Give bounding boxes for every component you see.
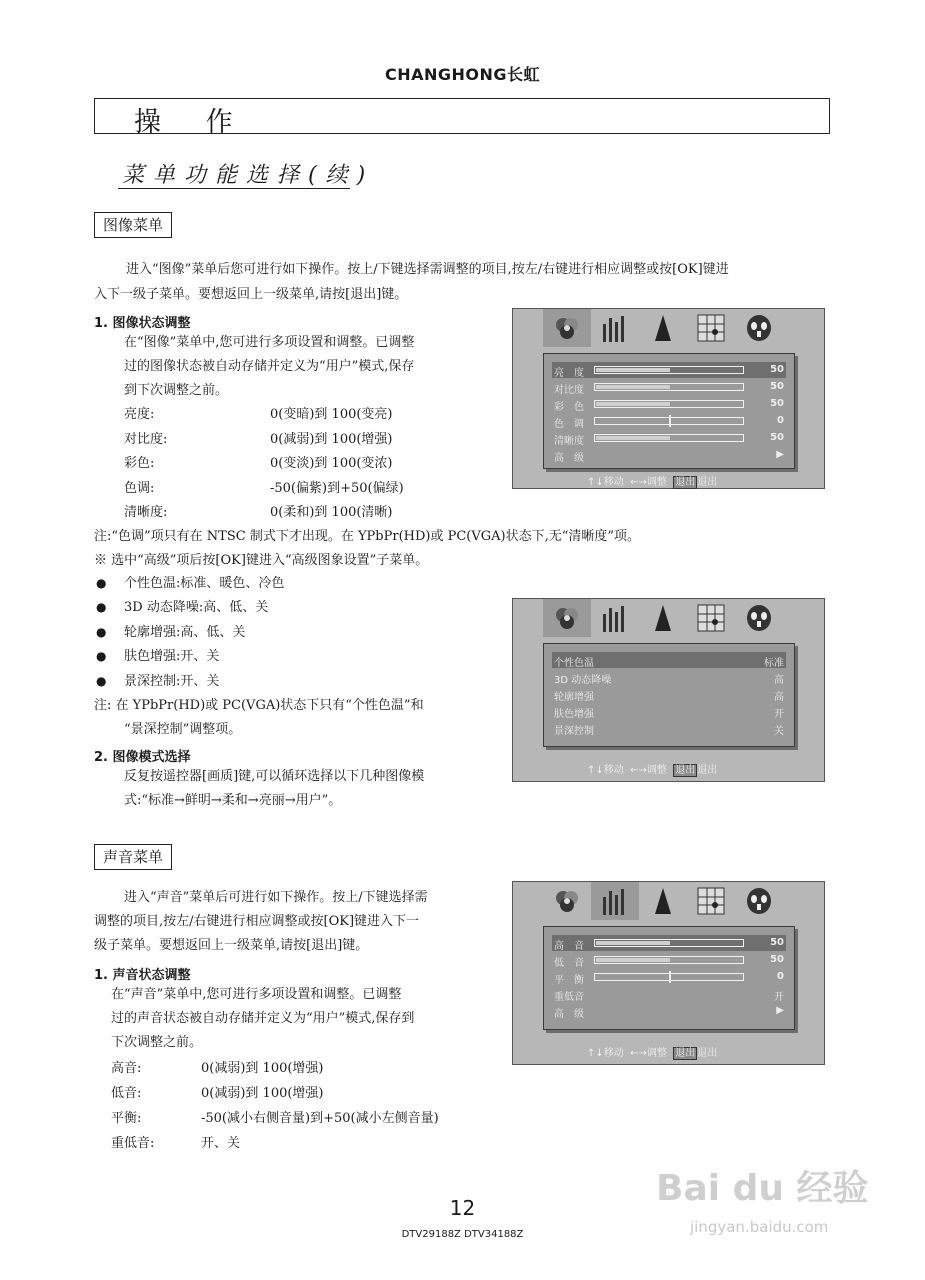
range-value: 0(减弱)到 100(增强) — [201, 1086, 324, 1101]
osd-row-subwoofer[interactable] — [552, 986, 786, 1002]
osd-row-label: 平 衡 — [554, 975, 584, 986]
osd-hint-adjust: ←→调整 — [630, 477, 667, 488]
osd-slider-fill — [596, 368, 670, 372]
osd-row-color[interactable] — [552, 396, 786, 412]
osd-row-value: 开 — [774, 709, 784, 720]
osd-slider-fill — [596, 436, 670, 440]
range-value: 0(柔和)到 100(清晰) — [270, 505, 393, 520]
range-value: 开、关 — [201, 1136, 241, 1151]
range-label: 清晰度: — [124, 505, 168, 520]
osd-hint-bar — [587, 761, 717, 776]
osd-row-label: 清晰度 — [554, 436, 584, 447]
grid-tab-icon — [687, 882, 735, 920]
mask-tab-icon — [735, 599, 783, 637]
osd-slider-fill — [596, 941, 670, 945]
range-value: 0(减弱)到 100(增强) — [201, 1061, 324, 1076]
range-label: 低音: — [111, 1086, 142, 1101]
range-label: 对比度: — [124, 432, 168, 447]
picture-tab-icon — [543, 882, 591, 920]
bullet-icon: ● — [96, 625, 107, 639]
exit-key-icon: 退出 — [675, 765, 696, 776]
subtitle-underline — [118, 188, 350, 189]
bullet-icon: ● — [96, 649, 107, 663]
osd-advanced-menu — [512, 598, 825, 782]
bullet-text: 个性色温:标准、暖色、冷色 — [124, 576, 285, 591]
osd-row-label: 个性色温 — [554, 658, 594, 669]
osd-slider[interactable] — [594, 939, 744, 947]
osd-center-marker — [669, 415, 671, 427]
range-label: 高音: — [111, 1061, 142, 1076]
picture-tab-icon — [543, 599, 591, 637]
osd-row-label: 高 音 — [554, 941, 584, 952]
bullet-icon: ● — [96, 600, 107, 614]
image-item1-line: 过的图像状态被自动存储并定义为“用户”模式,保存 — [124, 359, 415, 374]
osd-row-3d-nr[interactable] — [552, 669, 786, 685]
osd-center-slider[interactable] — [594, 973, 744, 981]
osd-row-label: 对比度 — [554, 385, 584, 396]
range-label: 彩色: — [124, 456, 155, 471]
osd-row-advanced[interactable] — [552, 1003, 786, 1019]
osd-row-value: 50 — [770, 432, 784, 443]
osd-row-label: 3D 动态降噪 — [554, 675, 612, 686]
osd-row-label: 重低音 — [554, 992, 584, 1003]
bullet-text: 3D 动态降噪:高、低、关 — [124, 600, 269, 615]
range-value: 0(减弱)到 100(增强) — [270, 432, 393, 447]
bullet-text: 景深控制:开、关 — [124, 674, 220, 689]
osd-row-value: 标准 — [764, 658, 784, 669]
range-value: -50(偏紫)到+50(偏绿) — [270, 481, 404, 496]
function-tab-icon — [639, 882, 687, 920]
osd-sound-menu — [512, 881, 825, 1065]
model-number: DTV29188Z DTV34188Z — [401, 1229, 524, 1240]
osd-slider-fill — [596, 402, 670, 406]
osd-row-label: 高 级 — [554, 453, 584, 464]
range-label: 色调: — [124, 481, 155, 496]
osd-row-treble[interactable] — [552, 935, 786, 951]
osd-hint-exit: 退出 — [697, 477, 718, 488]
osd-row-label: 彩 色 — [554, 402, 584, 413]
osd-hint-adjust: ←→调整 — [630, 765, 667, 776]
sound-menu-heading: 声音菜单 — [94, 844, 172, 870]
osd-row-value: 50 — [770, 364, 784, 375]
osd-row-edge[interactable] — [552, 686, 786, 702]
bullet-icon: ● — [96, 576, 107, 590]
osd-row-advanced[interactable] — [552, 447, 786, 463]
image-item1-line: 在“图像”菜单中,您可进行多项设置和调整。已调整 — [124, 335, 415, 350]
exit-key-icon: 退出 — [675, 1048, 696, 1059]
sound-item1-title: 1. 声音状态调整 — [94, 968, 191, 983]
baidu-watermark: Bai du 经验 — [656, 1168, 869, 1209]
brand-logo: CHANGHONG长虹 — [384, 65, 541, 84]
page-number: 12 — [449, 1196, 476, 1220]
image-item2-title: 2. 图像模式选择 — [94, 750, 191, 765]
osd-row-value: 50 — [770, 954, 784, 965]
range-value: 0(变淡)到 100(变浓) — [270, 456, 393, 471]
osd-row-contrast[interactable] — [552, 379, 786, 395]
range-label: 平衡: — [111, 1111, 142, 1126]
watermark-url: jingyan.baidu.com — [690, 1218, 829, 1236]
osd-hint-move: ↑↓移动 — [587, 765, 624, 776]
osd-row-value: 高 — [774, 675, 784, 686]
osd-hint-exit: 退出 — [697, 765, 718, 776]
osd-advanced-panel — [543, 643, 795, 747]
osd-center-marker — [669, 971, 671, 983]
sound-item1-line: 下次调整之前。 — [111, 1035, 203, 1050]
osd-hint-bar — [587, 1044, 717, 1059]
sound-tab-icon — [591, 599, 639, 637]
sound-intro-line: 调整的项目,按左/右键进行相应调整或按[OK]键进入下一 — [94, 914, 420, 929]
chevron-right-icon: ▶ — [776, 449, 784, 460]
osd-slider[interactable] — [594, 956, 744, 964]
image-item1-title: 1. 图像状态调整 — [94, 316, 191, 331]
osd-row-sharpness[interactable] — [552, 430, 786, 446]
osd-slider-fill — [596, 958, 670, 962]
osd-row-tint[interactable] — [552, 413, 786, 429]
grid-tab-icon — [687, 599, 735, 637]
osd-row-label: 低 音 — [554, 958, 584, 969]
osd-row-depth[interactable] — [552, 720, 786, 736]
chevron-right-icon: ▶ — [776, 1005, 784, 1016]
image-note3-line1: 注: 在 YPbPr(HD)或 PC(VGA)状态下只有“个性色温”和 — [94, 698, 424, 713]
osd-row-balance[interactable] — [552, 969, 786, 985]
osd-hint-exit: 退出 — [697, 1048, 718, 1059]
osd-slider[interactable] — [594, 366, 744, 374]
image-item2-line2: 式:“标准→鲜明→柔和→亮丽→用户”。 — [124, 793, 342, 808]
osd-hint-move: ↑↓移动 — [587, 477, 624, 488]
osd-row-value: 关 — [774, 726, 784, 737]
sound-item1-line: 在“声音”菜单中,您可进行多项设置和调整。已调整 — [111, 987, 402, 1002]
sound-intro-line: 级子菜单。要想返回上一级菜单,请按[退出]键。 — [94, 938, 369, 953]
osd-row-value: 0 — [777, 415, 784, 426]
sound-tab-icon — [591, 309, 639, 347]
image-note1: 注:“色调”项只有在 NTSC 制式下才出现。在 YPbPr(HD)或 PC(VGA)状态下,无“清晰度”项。 — [94, 529, 641, 544]
osd-row-value: 0 — [777, 971, 784, 982]
osd-row-label: 肤色增强 — [554, 709, 594, 720]
image-note3-line2: “景深控制”调整项。 — [124, 722, 242, 737]
osd-row-label: 景深控制 — [554, 726, 594, 737]
exit-key-icon: 退出 — [675, 477, 696, 488]
osd-row-label: 轮廓增强 — [554, 692, 594, 703]
sound-tab-icon — [591, 882, 639, 920]
osd-sound-panel — [543, 926, 795, 1030]
osd-row-color-temp[interactable] — [552, 652, 786, 668]
osd-row-value: 开 — [774, 992, 784, 1003]
image-item2-line1: 反复按遥控器[画质]键,可以循环选择以下几种图像模 — [124, 769, 425, 784]
osd-hint-adjust: ←→调整 — [630, 1048, 667, 1059]
osd-tab-bar — [543, 309, 783, 347]
osd-row-label: 亮 度 — [554, 368, 584, 379]
osd-row-label: 色 调 — [554, 419, 584, 430]
osd-slider-fill — [596, 385, 670, 389]
osd-slider[interactable] — [594, 383, 744, 391]
image-note2: ※ 选中“高级”项后按[OK]键进入“高级图象设置”子菜单。 — [94, 553, 429, 568]
range-label: 重低音: — [111, 1136, 155, 1151]
osd-tab-bar — [543, 882, 783, 920]
function-tab-icon — [639, 309, 687, 347]
image-menu-heading: 图像菜单 — [94, 212, 172, 238]
image-intro-line1: 进入“图像”菜单后您可进行如下操作。按上/下键选择需调整的项目,按左/右键进行相应调整或按[OK]键进 — [126, 262, 729, 277]
bullet-icon: ● — [96, 674, 107, 688]
picture-tab-icon — [543, 309, 591, 347]
osd-center-slider[interactable] — [594, 417, 744, 425]
range-label: 亮度: — [124, 407, 155, 422]
osd-row-value: 50 — [770, 381, 784, 392]
sound-intro-line: 进入“声音”菜单后可进行如下操作。按上/下键选择需 — [124, 890, 428, 905]
range-value: -50(减小右侧音量)到+50(减小左侧音量) — [201, 1111, 439, 1126]
function-tab-icon — [639, 599, 687, 637]
osd-row-value: 50 — [770, 937, 784, 948]
osd-slider[interactable] — [594, 400, 744, 408]
osd-slider[interactable] — [594, 434, 744, 442]
osd-picture-panel — [543, 353, 795, 469]
mask-tab-icon — [735, 309, 783, 347]
osd-row-brightness[interactable] — [552, 362, 786, 378]
osd-row-value: 高 — [774, 692, 784, 703]
mask-tab-icon — [735, 882, 783, 920]
section-subtitle: 菜单功能选择(续) — [122, 163, 375, 188]
osd-row-bass[interactable] — [552, 952, 786, 968]
grid-tab-icon — [687, 309, 735, 347]
page-title: 操 作 — [134, 107, 251, 138]
osd-hint-bar — [587, 473, 717, 488]
image-intro-line2: 入下一级子菜单。要想返回上一级菜单,请按[退出]键。 — [94, 287, 408, 302]
image-item1-line: 到下次调整之前。 — [124, 383, 229, 398]
range-value: 0(变暗)到 100(变亮) — [270, 407, 393, 422]
osd-tab-bar — [543, 599, 783, 637]
osd-row-skin[interactable] — [552, 703, 786, 719]
sound-item1-line: 过的声音状态被自动存储并定义为“用户”模式,保存到 — [111, 1011, 415, 1026]
osd-hint-move: ↑↓移动 — [587, 1048, 624, 1059]
bullet-text: 肤色增强:开、关 — [124, 649, 220, 664]
osd-row-value: 50 — [770, 398, 784, 409]
osd-row-label: 高 级 — [554, 1009, 584, 1020]
osd-picture-menu — [512, 308, 825, 489]
bullet-text: 轮廓增强:高、低、关 — [124, 625, 246, 640]
